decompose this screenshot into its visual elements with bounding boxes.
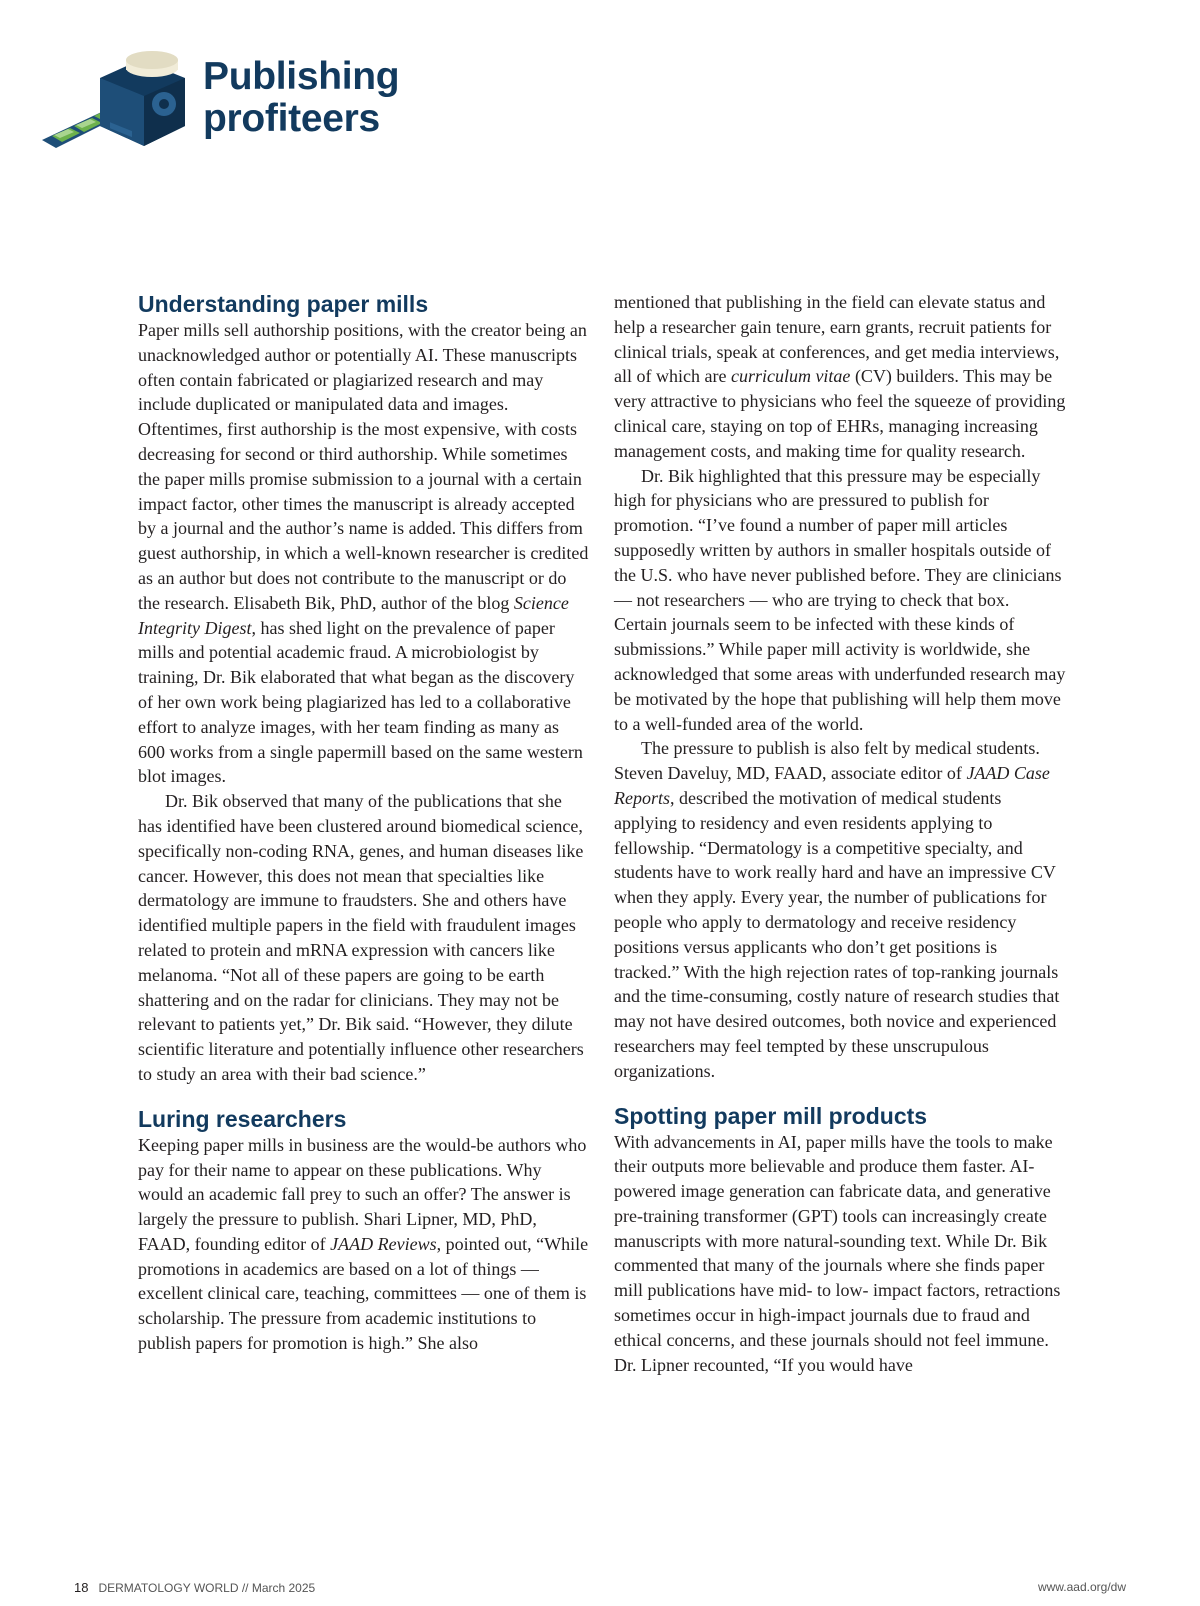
right-column (614, 290, 1066, 1377)
paragraph-luring-3: The pressure to publish is also felt by medical students. Steven Daveluy, MD, FAAD, associate editor of JAAD Case Reports, described the motivation of medical students applying to residency and even residents applying to fellowship. “Dermatology is a competitive specialty, and students have to work really hard and have an impressive CV when they apply. Every year, the number of publications for people who apply to dermatology and receive residency positions versus applicants who don’t get positions is tracked.” With the high rejection rates of top-ranking journals and the time-consuming, costly nature of research studies that may not have desired outcomes, both novice and experienced researchers may feel tempted by these unscrupulous organizations. (614, 738, 1060, 1081)
footer-publication-info (74, 1580, 315, 1595)
title-line-2: profiteers (203, 97, 380, 140)
footer-url[interactable]: www.aad.org/dw (1037, 1580, 1126, 1594)
page-title (203, 56, 399, 140)
section-heading-luring: Luring researchers (138, 1105, 347, 1132)
title-line-1: Publishing (203, 55, 400, 98)
blog-title: Science Integrity Digest (138, 592, 569, 638)
paragraph-spotting-1: With advancements in AI, paper mills have the tools to make their outputs more believable and produce them faster. AI-powered image generation can fabricate data, and generative pre-training transformer (GPT) tools can increasingly create manuscripts with more natural-sounding text. While Dr. Bik commented that many of the journals where she finds paper mill publications have mid- to low- impact factors, retractions sometimes occur in high-impact journals due to fraud and ethical concerns, and these journals should not feel immune. Dr. Lipner recounted, “If you would have (614, 1131, 1061, 1375)
paragraph-luring-1: Keeping paper mills in business are the would-be authors who pay for their name to appear on these publications. Why would an academic fall prey to such an offer? The answer is largely the pressure to publish. Shari Lipner, MD, PhD, FAAD, founding editor of JAAD Reviews, pointed out, “While promotions in academics are based on a lot of things — excellent clinical care, teaching, committees — one of them is scholarship. The pressure from academic institutions to publish papers for promotion is high.” She also (138, 1134, 589, 1354)
journal-title: JAAD Reviews (330, 1233, 437, 1254)
journal-title-case-reports: JAAD Case Reports (614, 763, 1050, 808)
publication-name: DERMATOLOGY WORLD // March 2025 (98, 1581, 316, 1595)
paragraph-paper-mills-1: Paper mills sell authorship positions, with the creator being an unacknowledged author or potentially AI. These manuscripts often contain fabricated or plagiarized research and may include duplicated or manipulated data and images. Oftentimes, first authorship is the most expensive, with costs decreasing for second or third authorship. While sometimes the paper mills promise submission to a journal with a certain impact factor, other times the manuscript is already accepted by a journal and the author’s name is added. This differs from guest authorship, in which a well-known researcher is credited as an author but does not contribute to the manuscript or do the research. Elisabeth Bik, PhD, author of the blog Science Integrity Digest, has shed light on the prevalence of paper mills and potential academic fraud. A microbiologist by training, Dr. Bik elaborated that what began as the discovery of her own work being plagiarized has led to a collaborative effort to analyze images, with her team finding as many as 600 works from a single papermill based on the same western blot images. (138, 320, 589, 787)
section-heading-spotting: Spotting paper mill products (614, 1102, 928, 1129)
paragraph-luring-2: Dr. Bik highlighted that this pressure may be especially high for physicians who are pressured to publish for promotion. “I’ve found a number of paper mill articles supposedly written by authors in smaller hospitals outside of the U.S. who have never published before. They are clinicians — not researchers — who are trying to check that box. Certain journals seem to be infected with these kinds of submissions.” While paper mill activity is worldwide, she acknowledged that some areas with underfunded research may be motivated by the hope that publishing will help them move to a well-funded area of the world. (614, 465, 1066, 734)
printing-press-icon (40, 48, 190, 158)
section-heading-paper-mills: Understanding paper mills (138, 291, 429, 317)
left-column (138, 290, 590, 1356)
paragraph-luring-1-continued: mentioned that publishing in the field can elevate status and help a researcher gain tenure, earn grants, recruit patients for clinical trials, speak at conferences, and get media interviews, all of which are curriculum vitae (CV) builders. This may be very attractive to physicians who feel the squeeze of providing clinical care, staying on top of EHRs, managing increasing management costs, and making time for quality research. (614, 292, 1066, 461)
cv-term: curriculum vitae (730, 366, 851, 387)
page-number: 18 (74, 1580, 89, 1595)
article-header (40, 48, 460, 168)
paragraph-paper-mills-2: Dr. Bik observed that many of the publications that she has identified have been clustered around biomedical science, specifically non-coding RNA, genes, and human diseases like cancer. However, this does not mean that specialties like dermatology are immune to fraudsters. She and others have identified multiple papers in the field with fraudulent images related to protein and mRNA expression with cancers like melanoma. “Not all of these papers are going to be earth shattering and on the radar for clinicians. They may not be relevant to patients yet,” Dr. Bik said. “However, they dilute scientific literature and potentially influence other researchers to study an area with their bad science.” (138, 791, 584, 1084)
